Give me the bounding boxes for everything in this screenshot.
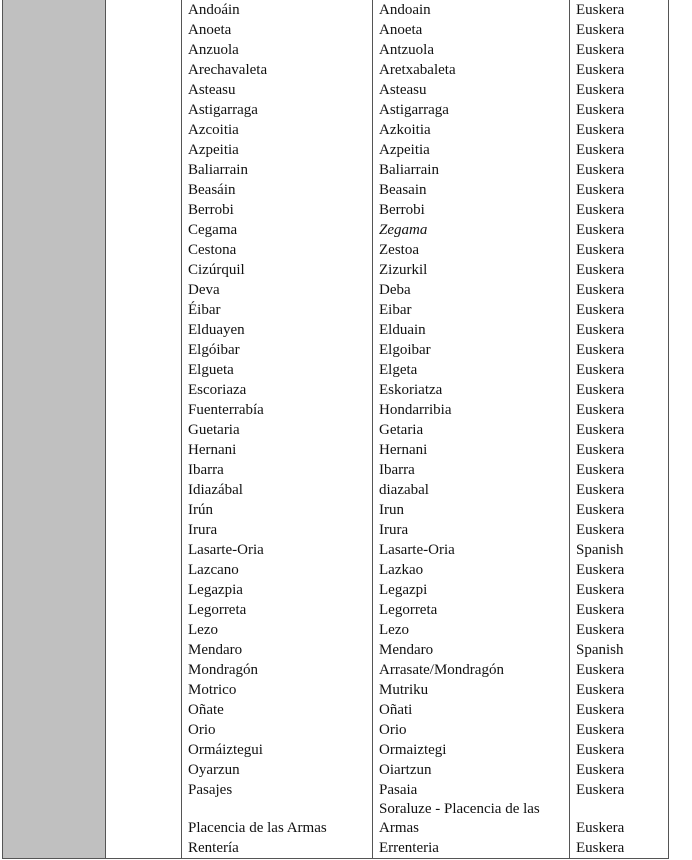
basque-name-cell: Mendaro — [373, 640, 570, 660]
table-row — [3, 40, 669, 60]
spanish-name-cell: Mendaro — [182, 640, 373, 660]
table-row — [3, 838, 669, 859]
language-cell: Euskera — [570, 200, 669, 220]
gray-margin-cell — [3, 780, 106, 800]
table-row — [3, 240, 669, 260]
spanish-name-cell: Anoeta — [182, 20, 373, 40]
gray-margin-cell — [3, 80, 106, 100]
gray-margin-cell — [3, 720, 106, 740]
empty-cell — [106, 100, 182, 120]
basque-name-cell: Zizurkil — [373, 260, 570, 280]
table-row — [3, 800, 669, 838]
gray-margin-cell — [3, 580, 106, 600]
language-cell: Euskera — [570, 400, 669, 420]
spanish-name-cell: Ormáiztegui — [182, 740, 373, 760]
table-row — [3, 100, 669, 120]
language-cell: Euskera — [570, 0, 669, 20]
gray-margin-cell — [3, 280, 106, 300]
empty-cell — [106, 180, 182, 200]
empty-cell — [106, 80, 182, 100]
gray-margin-cell — [3, 400, 106, 420]
empty-cell — [106, 140, 182, 160]
spanish-name-cell: Legorreta — [182, 600, 373, 620]
table-row — [3, 780, 669, 800]
table-row — [3, 700, 669, 720]
spanish-name-cell: Elgueta — [182, 360, 373, 380]
spanish-name-cell: Rentería — [182, 838, 373, 859]
language-cell: Euskera — [570, 700, 669, 720]
spanish-name-cell: Escoriaza — [182, 380, 373, 400]
gray-margin-cell — [3, 540, 106, 560]
spanish-name-cell: Beasáin — [182, 180, 373, 200]
language-cell: Euskera — [570, 100, 669, 120]
basque-name-cell: Getaria — [373, 420, 570, 440]
empty-cell — [106, 280, 182, 300]
spanish-name-cell: Idiazábal — [182, 480, 373, 500]
spanish-name-cell: Placencia de las Armas — [182, 800, 373, 838]
gray-margin-cell — [3, 260, 106, 280]
empty-cell — [106, 560, 182, 580]
empty-cell — [106, 440, 182, 460]
spanish-name-cell: Mondragón — [182, 660, 373, 680]
basque-name-cell: Elduain — [373, 320, 570, 340]
gray-margin-cell — [3, 360, 106, 380]
table-row — [3, 0, 669, 20]
table-row — [3, 640, 669, 660]
gray-margin-cell — [3, 480, 106, 500]
table-row — [3, 80, 669, 100]
spanish-name-cell: Andoáin — [182, 0, 373, 20]
table-row — [3, 320, 669, 340]
gray-margin-cell — [3, 620, 106, 640]
language-cell: Euskera — [570, 160, 669, 180]
language-cell: Euskera — [570, 80, 669, 100]
basque-name-cell: Andoain — [373, 0, 570, 20]
empty-cell — [106, 40, 182, 60]
language-cell: Euskera — [570, 838, 669, 859]
table-row — [3, 340, 669, 360]
table-row — [3, 740, 669, 760]
empty-cell — [106, 520, 182, 540]
spanish-name-cell: Berrobi — [182, 200, 373, 220]
basque-name-cell: Zestoa — [373, 240, 570, 260]
gray-margin-cell — [3, 520, 106, 540]
gray-margin-cell — [3, 740, 106, 760]
basque-name-cell: Errenteria — [373, 838, 570, 859]
gray-margin-cell — [3, 180, 106, 200]
spanish-name-cell: Asteasu — [182, 80, 373, 100]
basque-name-cell: Beasain — [373, 180, 570, 200]
spanish-name-cell: Oyarzun — [182, 760, 373, 780]
gray-margin-cell — [3, 220, 106, 240]
basque-name-cell: Anoeta — [373, 20, 570, 40]
table-row — [3, 360, 669, 380]
language-cell: Euskera — [570, 660, 669, 680]
language-cell: Euskera — [570, 340, 669, 360]
basque-name-cell: Ibarra — [373, 460, 570, 480]
language-cell: Euskera — [570, 320, 669, 340]
basque-name-cell: Berrobi — [373, 200, 570, 220]
language-cell: Euskera — [570, 180, 669, 200]
language-cell: Euskera — [570, 620, 669, 640]
language-cell: Euskera — [570, 140, 669, 160]
gray-margin-cell — [3, 0, 106, 20]
gray-margin-cell — [3, 600, 106, 620]
language-cell: Euskera — [570, 60, 669, 80]
table-row — [3, 380, 669, 400]
gray-margin-cell — [3, 560, 106, 580]
spanish-name-cell: Oñate — [182, 700, 373, 720]
spanish-name-cell: Irura — [182, 520, 373, 540]
language-cell: Spanish — [570, 640, 669, 660]
language-cell: Euskera — [570, 580, 669, 600]
language-cell: Euskera — [570, 560, 669, 580]
language-cell: Euskera — [570, 120, 669, 140]
gray-margin-cell — [3, 140, 106, 160]
gray-margin-cell — [3, 420, 106, 440]
spanish-name-cell: Éibar — [182, 300, 373, 320]
gray-margin-cell — [3, 800, 106, 838]
table-row — [3, 440, 669, 460]
gray-margin-cell — [3, 100, 106, 120]
language-cell: Euskera — [570, 720, 669, 740]
gray-margin-cell — [3, 440, 106, 460]
table-row — [3, 280, 669, 300]
basque-name-cell: Ormaiztegi — [373, 740, 570, 760]
spanish-name-cell: Elduayen — [182, 320, 373, 340]
basque-name-cell: diazabal — [373, 480, 570, 500]
gray-margin-cell — [3, 160, 106, 180]
empty-cell — [106, 220, 182, 240]
empty-cell — [106, 700, 182, 720]
basque-name-cell: Lasarte-Oria — [373, 540, 570, 560]
empty-cell — [106, 120, 182, 140]
language-cell: Euskera — [570, 680, 669, 700]
gray-margin-cell — [3, 240, 106, 260]
basque-name-cell: Irura — [373, 520, 570, 540]
basque-name-cell: Deba — [373, 280, 570, 300]
language-cell: Euskera — [570, 460, 669, 480]
language-cell: Euskera — [570, 20, 669, 40]
table-row — [3, 720, 669, 740]
spanish-name-cell: Cestona — [182, 240, 373, 260]
table-row — [3, 600, 669, 620]
gray-margin-cell — [3, 300, 106, 320]
basque-name-cell: Baliarrain — [373, 160, 570, 180]
gray-margin-cell — [3, 20, 106, 40]
gray-margin-cell — [3, 760, 106, 780]
basque-name-cell: Pasaia — [373, 780, 570, 800]
gray-margin-cell — [3, 640, 106, 660]
spanish-name-cell: Hernani — [182, 440, 373, 460]
gray-margin-cell — [3, 838, 106, 859]
empty-cell — [106, 300, 182, 320]
gray-margin-cell — [3, 680, 106, 700]
spanish-name-cell: Elgóibar — [182, 340, 373, 360]
table-row — [3, 420, 669, 440]
gray-margin-cell — [3, 340, 106, 360]
empty-cell — [106, 680, 182, 700]
municipality-table — [2, 0, 669, 859]
language-cell: Euskera — [570, 480, 669, 500]
spanish-name-cell: Lezo — [182, 620, 373, 640]
spanish-name-cell: Lazcano — [182, 560, 373, 580]
spanish-name-cell: Irún — [182, 500, 373, 520]
language-cell: Euskera — [570, 40, 669, 60]
basque-name-cell: Legazpi — [373, 580, 570, 600]
table-row — [3, 560, 669, 580]
empty-cell — [106, 260, 182, 280]
table-row — [3, 580, 669, 600]
spanish-name-cell: Astigarraga — [182, 100, 373, 120]
empty-cell — [106, 340, 182, 360]
basque-name-cell: Astigarraga — [373, 100, 570, 120]
basque-name-cell: Lezo — [373, 620, 570, 640]
table-row — [3, 220, 669, 240]
language-cell: Euskera — [570, 300, 669, 320]
spanish-name-cell: Fuenterrabía — [182, 400, 373, 420]
table-row — [3, 400, 669, 420]
language-cell: Euskera — [570, 780, 669, 800]
basque-name-cell: Hondarribia — [373, 400, 570, 420]
spanish-name-cell: Motrico — [182, 680, 373, 700]
empty-cell — [106, 360, 182, 380]
spanish-name-cell: Pasajes — [182, 780, 373, 800]
table-row — [3, 120, 669, 140]
table-row — [3, 160, 669, 180]
empty-cell — [106, 480, 182, 500]
language-cell: Euskera — [570, 360, 669, 380]
language-cell: Euskera — [570, 800, 669, 838]
empty-cell — [106, 460, 182, 480]
empty-cell — [106, 500, 182, 520]
spanish-name-cell: Azcoitia — [182, 120, 373, 140]
language-cell: Euskera — [570, 600, 669, 620]
table-row — [3, 660, 669, 680]
empty-cell — [106, 0, 182, 20]
empty-cell — [106, 20, 182, 40]
basque-name-cell: Eskoriatza — [373, 380, 570, 400]
table-row — [3, 140, 669, 160]
empty-cell — [106, 400, 182, 420]
language-cell: Euskera — [570, 220, 669, 240]
gray-margin-cell — [3, 40, 106, 60]
empty-cell — [106, 838, 182, 859]
gray-margin-cell — [3, 120, 106, 140]
empty-cell — [106, 660, 182, 680]
spanish-name-cell: Cizúrquil — [182, 260, 373, 280]
spanish-name-cell: Ibarra — [182, 460, 373, 480]
empty-cell — [106, 200, 182, 220]
table-row — [3, 480, 669, 500]
spanish-name-cell: Arechavaleta — [182, 60, 373, 80]
empty-cell — [106, 240, 182, 260]
gray-margin-cell — [3, 380, 106, 400]
basque-name-cell: Orio — [373, 720, 570, 740]
table-row — [3, 60, 669, 80]
gray-margin-cell — [3, 660, 106, 680]
basque-name-cell: Zegama — [373, 220, 570, 240]
spanish-name-cell: Guetaria — [182, 420, 373, 440]
gray-margin-cell — [3, 460, 106, 480]
spanish-name-cell: Anzuola — [182, 40, 373, 60]
empty-cell — [106, 760, 182, 780]
gray-margin-cell — [3, 200, 106, 220]
gray-margin-cell — [3, 60, 106, 80]
basque-name-cell: Azkoitia — [373, 120, 570, 140]
empty-cell — [106, 60, 182, 80]
language-cell: Euskera — [570, 420, 669, 440]
spanish-name-cell: Baliarrain — [182, 160, 373, 180]
empty-cell — [106, 600, 182, 620]
basque-name-cell: Elgoibar — [373, 340, 570, 360]
empty-cell — [106, 420, 182, 440]
basque-name-cell: Azpeitia — [373, 140, 570, 160]
basque-name-cell: Oiartzun — [373, 760, 570, 780]
basque-name-cell: Irun — [373, 500, 570, 520]
table-row — [3, 200, 669, 220]
language-cell: Euskera — [570, 260, 669, 280]
empty-cell — [106, 580, 182, 600]
spanish-name-cell: Lasarte-Oria — [182, 540, 373, 560]
spanish-name-cell: Cegama — [182, 220, 373, 240]
table-row — [3, 180, 669, 200]
empty-cell — [106, 620, 182, 640]
empty-cell — [106, 800, 182, 838]
table-row — [3, 300, 669, 320]
empty-cell — [106, 320, 182, 340]
basque-name-cell: Aretxabaleta — [373, 60, 570, 80]
table-row — [3, 760, 669, 780]
gray-margin-cell — [3, 700, 106, 720]
language-cell: Euskera — [570, 280, 669, 300]
basque-name-cell: Asteasu — [373, 80, 570, 100]
empty-cell — [106, 540, 182, 560]
table-row — [3, 260, 669, 280]
basque-name-cell: Eibar — [373, 300, 570, 320]
spanish-name-cell: Orio — [182, 720, 373, 740]
empty-cell — [106, 380, 182, 400]
basque-name-cell: Oñati — [373, 700, 570, 720]
spanish-name-cell: Azpeitia — [182, 140, 373, 160]
language-cell: Euskera — [570, 440, 669, 460]
empty-cell — [106, 160, 182, 180]
empty-cell — [106, 740, 182, 760]
table-row — [3, 520, 669, 540]
basque-name-cell: Antzuola — [373, 40, 570, 60]
empty-cell — [106, 720, 182, 740]
empty-cell — [106, 780, 182, 800]
spanish-name-cell: Legazpia — [182, 580, 373, 600]
basque-name-cell: Soraluze - Placencia de las Armas — [373, 800, 570, 838]
table-row — [3, 680, 669, 700]
language-cell: Euskera — [570, 760, 669, 780]
table-row — [3, 500, 669, 520]
basque-name-cell: Arrasate/Mondragón — [373, 660, 570, 680]
basque-name-cell: Legorreta — [373, 600, 570, 620]
language-cell: Euskera — [570, 520, 669, 540]
basque-name-cell: Elgeta — [373, 360, 570, 380]
table-row — [3, 20, 669, 40]
table-row — [3, 460, 669, 480]
empty-cell — [106, 640, 182, 660]
language-cell: Euskera — [570, 500, 669, 520]
table-row — [3, 620, 669, 640]
basque-name-cell: Hernani — [373, 440, 570, 460]
table-body — [3, 0, 669, 859]
language-cell: Euskera — [570, 380, 669, 400]
gray-margin-cell — [3, 320, 106, 340]
basque-name-cell: Lazkao — [373, 560, 570, 580]
language-cell: Euskera — [570, 240, 669, 260]
spanish-name-cell: Deva — [182, 280, 373, 300]
language-cell: Euskera — [570, 740, 669, 760]
gray-margin-cell — [3, 500, 106, 520]
basque-name-cell: Mutriku — [373, 680, 570, 700]
language-cell: Spanish — [570, 540, 669, 560]
table-row — [3, 540, 669, 560]
